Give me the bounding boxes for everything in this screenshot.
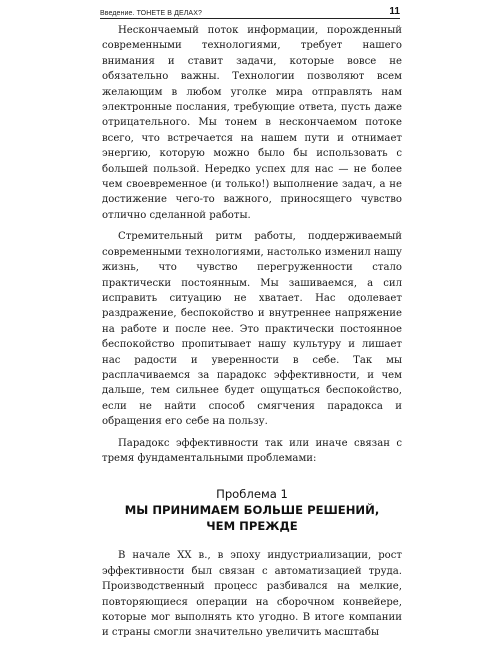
- paragraph-3: Парадокс эффективности так или иначе связан с тремя фундаментальными проблемами:: [102, 437, 402, 464]
- section-title-line-2: ЧЕМ ПРЕЖДЕ: [206, 519, 298, 534]
- section-title-line-1: МЫ ПРИНИМАЕМ БОЛЬШЕ РЕШЕНИЙ,: [124, 503, 380, 518]
- running-head-title: Введение. ТОНЕТЕ В ДЕЛАХ?: [100, 10, 202, 17]
- paragraph-2: Стремительный ритм работы, поддерживаемый современными технологиями, настолько изменил нашу жизнь, что чувство перегруженности стало практически постоянным. Мы зашиваемся, а сил исправить ситуацию не хватает. Нас одолевает раздражение, беспокойство и внутреннее напряжение на работе и после нее. Это практически постоянное беспокойство пропитывает нашу культуру и лишает нас радости и уверенности в себе. Так мы расплачиваемся за парадокс эффективности, и чем дальше, тем сильнее будет ощущаться беспокойство, если не найти способ смягчения парадокса и обращения его себе на пользу.: [102, 231, 402, 428]
- section-number: Проблема 1: [216, 487, 288, 502]
- running-header: [100, 3, 400, 19]
- page-body: [102, 23, 402, 647]
- page-number: 11: [389, 6, 400, 17]
- paragraph-4: В начале XX в., в эпоху индустриализации, рост эффективности был связан с автоматизацией труда. Производственный процесс разбивался на мелкие, повторяющиеся операции на сборочном конвейере, которые мог выполнять кто угодно. В итоге компании и страны смогли значительно увеличить масштабы: [102, 550, 402, 639]
- paragraph-1: Нескончаемый поток информации, порожденный современными технологиями, требует нашего внимания и ставит задачи, которые вовсе не обязательно важны. Технологии позволяют всем желающим в любом уголке мира отправлять нам электронные послания, требующие ответа, пусть даже отрицательного. Мы тонем в нескончаемом потоке всего, что встречается на нашем пути и отнимает энергию, которую можно было бы использовать с большей пользой. Нередко успех для нас — не более чем своевременное (и только!) выполнение задач, а не достижение чего-то важного, приносящего чувство отлично сделанной работы.: [102, 25, 402, 221]
- section-heading: [102, 486, 402, 534]
